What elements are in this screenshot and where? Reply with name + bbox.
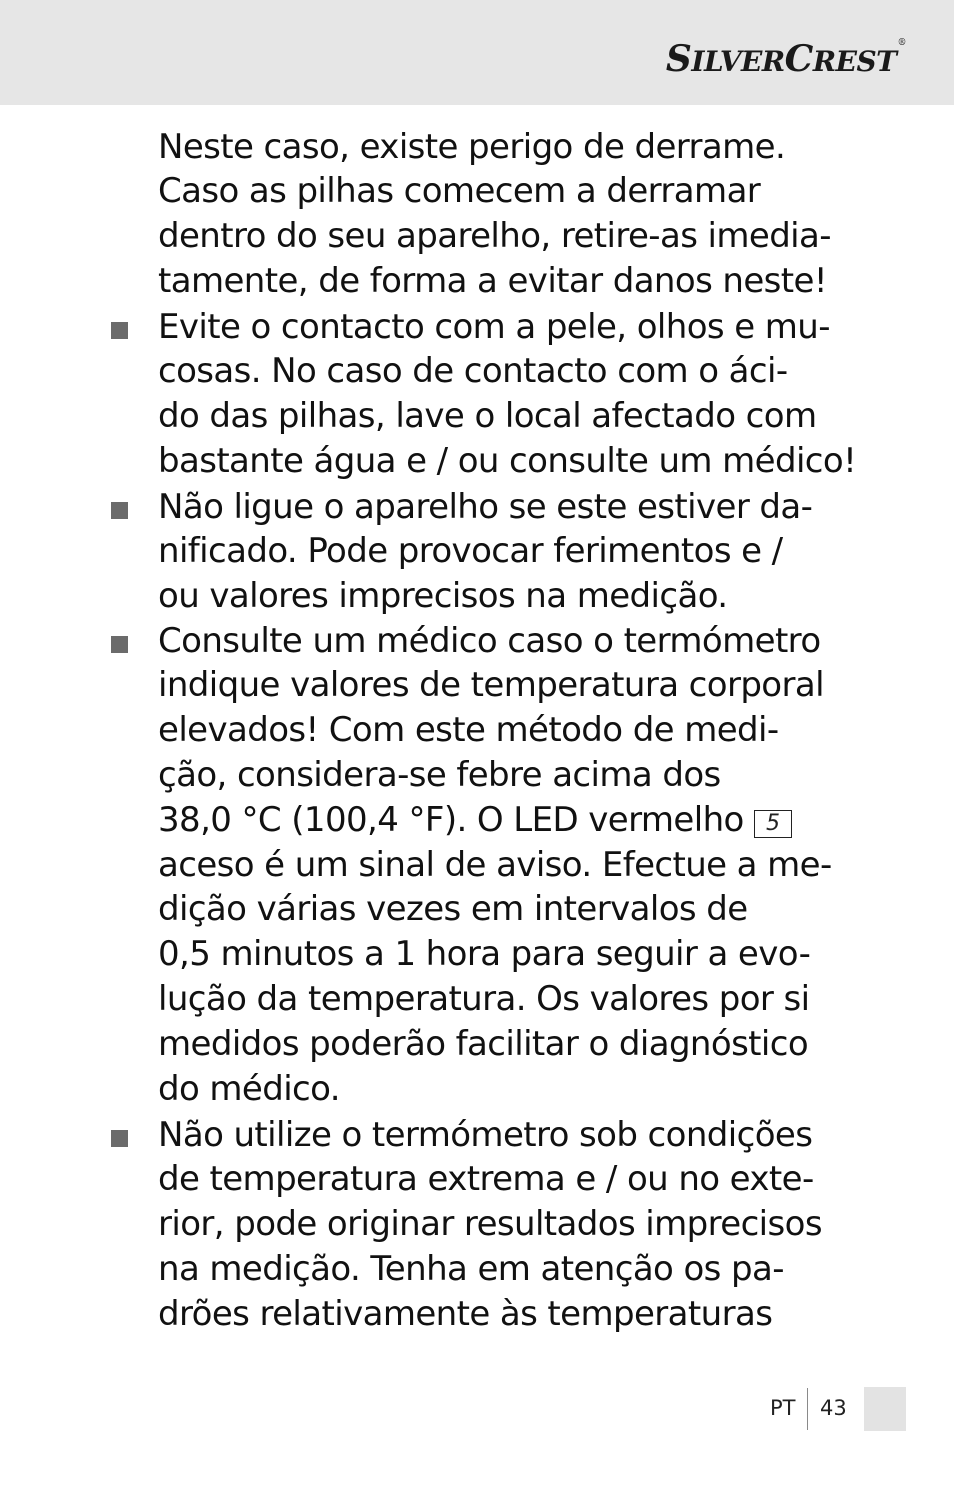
text-line: bastante água e / ou consulte um médico! — [158, 441, 857, 481]
text-line: drões relativamente às temperaturas — [158, 1294, 773, 1334]
text-line-with-ref — [158, 798, 792, 842]
text-line: nificado. Pode provocar ferimentos e / — [158, 531, 783, 571]
text-line: ção, considera-se febre acima dos — [158, 755, 721, 795]
reference-number-box: 5 — [754, 810, 792, 838]
text-line: Consulte um médico caso o termómetro — [158, 621, 821, 661]
text-line: elevados! Com este método de medi- — [158, 710, 779, 750]
footer-divider — [807, 1388, 808, 1430]
text-line: Não ligue o aparelho se este estiver da- — [158, 487, 813, 527]
bullet-marker — [111, 636, 128, 653]
bullet-marker — [111, 502, 128, 519]
text-line: aceso é um sinal de aviso. Efectue a me- — [158, 845, 832, 885]
text-line: indique valores de temperatura corporal — [158, 665, 824, 705]
text-line: Neste caso, existe perigo de derrame. — [158, 127, 786, 167]
page-edge-tab — [864, 1387, 906, 1431]
text-line: ou valores imprecisos na medição. — [158, 576, 728, 616]
text-line: lução da temperatura. Os valores por si — [158, 979, 810, 1019]
brand-logo: SILVERCREST® — [665, 38, 906, 80]
text-line: medidos poderão facilitar o diagnóstico — [158, 1024, 809, 1064]
text-line: na medição. Tenha em atenção os pa- — [158, 1249, 784, 1289]
text-line: dentro do seu aparelho, retire-as imedia- — [158, 216, 831, 256]
text-line: cosas. No caso de contacto com o áci- — [158, 351, 788, 391]
page-number: 43 — [820, 1396, 847, 1420]
text-line: rior, pode originar resultados imprecisos — [158, 1204, 822, 1244]
text-segment: 38,0 °C (100,4 °F). O LED vermelho — [158, 800, 744, 840]
header-bar — [0, 0, 954, 105]
text-line: dição várias vezes em intervalos de — [158, 889, 748, 929]
text-line: do médico. — [158, 1069, 340, 1109]
text-line: do das pilhas, lave o local afectado com — [158, 396, 817, 436]
text-line: de temperatura extrema e / ou no exte- — [158, 1159, 814, 1199]
text-line: tamente, de forma a evitar danos neste! — [158, 261, 827, 301]
bullet-marker — [111, 1130, 128, 1147]
text-line: Evite o contacto com a pele, olhos e mu- — [158, 307, 830, 347]
text-line: 0,5 minutos a 1 hora para seguir a evo- — [158, 934, 811, 974]
text-line: Caso as pilhas comecem a derramar — [158, 171, 761, 211]
bullet-marker — [111, 322, 128, 339]
language-code: PT — [770, 1396, 796, 1420]
text-line: Não utilize o termómetro sob condições — [158, 1115, 813, 1155]
